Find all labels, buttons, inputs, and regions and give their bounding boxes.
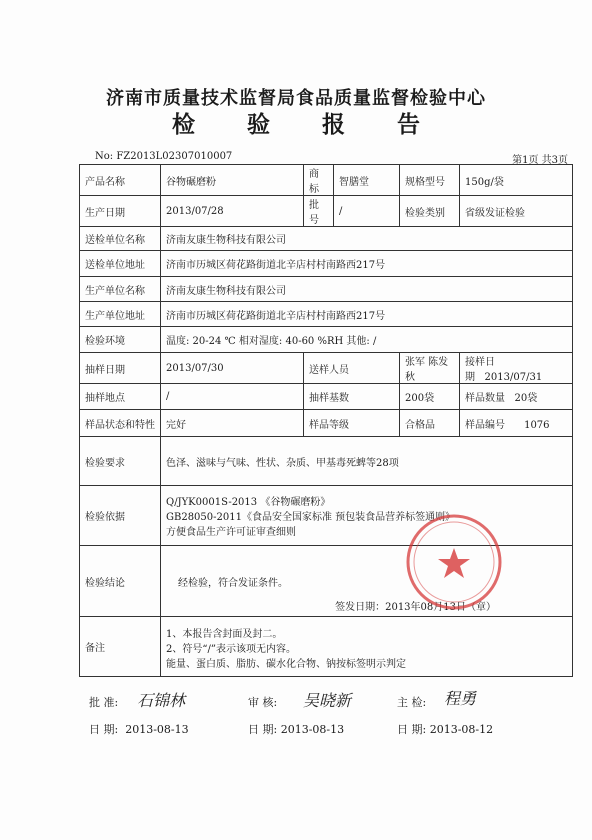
table-row bbox=[80, 353, 573, 384]
table-row bbox=[80, 302, 573, 327]
table-row bbox=[80, 617, 573, 677]
page-info: 第1页 共3页 bbox=[512, 155, 568, 166]
batch-value: / bbox=[334, 196, 400, 227]
report-number bbox=[95, 151, 232, 162]
main-inspector-date-value: 2013-08-12 bbox=[429, 723, 494, 736]
env-label: 检验环境 bbox=[80, 327, 161, 353]
sample-place-value: / bbox=[161, 384, 304, 410]
approve-date bbox=[89, 721, 189, 737]
trademark-label: 商标 bbox=[304, 165, 334, 196]
sample-base-label: 抽样基数 bbox=[304, 384, 400, 410]
approve-label: 批 准: bbox=[89, 696, 119, 709]
requirement-label: 检验要求 bbox=[80, 437, 161, 486]
table-row bbox=[80, 196, 573, 227]
sender-label: 送样人员 bbox=[304, 353, 400, 384]
sample-no-value: 1076 bbox=[524, 419, 550, 431]
remarks-value bbox=[161, 617, 573, 677]
remarks-label: 备注 bbox=[80, 617, 161, 677]
official-seal-icon bbox=[404, 512, 504, 612]
conclusion-label: 检验结论 bbox=[80, 546, 161, 617]
trademark-value: 智膳堂 bbox=[334, 165, 400, 196]
producer-value: 济南友康生物科技有限公司 bbox=[161, 277, 573, 302]
sample-qty-value: 20袋 bbox=[514, 393, 538, 404]
receive-date-value: 2013/07/31 bbox=[484, 372, 543, 383]
submit-unit-value: 济南友康生物科技有限公司 bbox=[161, 227, 573, 251]
batch-label: 批号 bbox=[304, 196, 334, 227]
remarks-line: 1、本报告含封面及封二。 bbox=[166, 628, 283, 640]
basis-line: Q/JYK0001S-2013 《谷物碾磨粉》 bbox=[166, 497, 331, 508]
report-number-value: FZ2013L02307010007 bbox=[116, 151, 233, 162]
producer-addr-value: 济南市历城区荷花路街道北辛店村村南路西217号 bbox=[161, 302, 573, 327]
sample-qty-label: 样品数量 bbox=[465, 393, 505, 404]
insp-type-value: 省级发证检验 bbox=[460, 196, 573, 227]
sample-grade-value: 合格品 bbox=[400, 410, 460, 437]
prod-date-label: 生产日期 bbox=[80, 196, 161, 227]
organization-title: 济南市质量技术监督局食品质量监督检验中心 bbox=[106, 88, 486, 109]
basis-value bbox=[161, 486, 573, 546]
spec-value: 150g/袋 bbox=[460, 165, 573, 196]
review-signature: 吴晓新 bbox=[303, 691, 352, 710]
submit-addr-label: 送检单位地址 bbox=[80, 251, 161, 277]
main-inspector-date-label: 日 期: bbox=[397, 723, 427, 736]
remarks-line: 能量、蛋白质、脂肪、碳水化合物、钠按标签明示判定 bbox=[166, 658, 406, 670]
receive-date-cell bbox=[460, 353, 573, 384]
sample-no-label: 样品编号 bbox=[465, 419, 505, 431]
table-row bbox=[80, 327, 573, 353]
sample-base-value: 200袋 bbox=[400, 384, 460, 410]
approve-signature: 石锦林 bbox=[137, 691, 186, 710]
review-date-value: 2013-08-13 bbox=[280, 723, 345, 736]
report-title: 检 验 报 告 bbox=[171, 111, 443, 138]
submit-addr-value: 济南市历城区荷花路街道北辛店村村南路西217号 bbox=[161, 251, 573, 277]
main-inspector-signature: 程勇 bbox=[444, 689, 477, 708]
conclusion-sign-date: 签发日期：2013年08月13日（章） bbox=[335, 602, 496, 613]
main-inspector-label: 主 检: bbox=[397, 696, 427, 709]
table-row bbox=[80, 277, 573, 302]
spec-label: 规格型号 bbox=[400, 165, 460, 196]
approve-date-label: 日 期: bbox=[89, 723, 119, 736]
product-name-value: 谷物碾磨粉 bbox=[161, 165, 304, 196]
report-number-label: No: bbox=[95, 151, 114, 162]
table-row bbox=[80, 410, 573, 437]
submit-unit-label: 送检单位名称 bbox=[80, 227, 161, 251]
conclusion-value bbox=[161, 546, 573, 617]
remarks-line: 2、符号“/”表示该项无内容。 bbox=[166, 643, 296, 655]
main-inspector-date bbox=[397, 721, 493, 737]
table-row bbox=[80, 165, 573, 196]
requirement-value: 色泽、滋味与气味、性状、杂质、甲基毒死蜱等28项 bbox=[161, 437, 573, 486]
sample-date-value: 2013/07/30 bbox=[161, 353, 304, 384]
producer-label: 生产单位名称 bbox=[80, 277, 161, 302]
sender-value: 张军 陈发秋 bbox=[400, 353, 460, 384]
producer-addr-label: 生产单位地址 bbox=[80, 302, 161, 327]
review-label: 审 核: bbox=[248, 696, 278, 709]
sample-grade-label: 样品等级 bbox=[304, 410, 400, 437]
table-row bbox=[80, 227, 573, 251]
table-row bbox=[80, 251, 573, 277]
sample-state-label: 样品状态和特性 bbox=[80, 410, 161, 437]
sample-no-cell bbox=[460, 410, 573, 437]
approve-date-value: 2013-08-13 bbox=[125, 723, 189, 736]
sample-date-label: 抽样日期 bbox=[80, 353, 161, 384]
sample-state-value: 完好 bbox=[161, 410, 304, 437]
table-row bbox=[80, 437, 573, 486]
sample-qty-cell bbox=[460, 384, 573, 410]
basis-line: 方便食品生产许可证审查细则 bbox=[166, 527, 296, 538]
prod-date-value: 2013/07/28 bbox=[161, 196, 304, 227]
basis-line: GB28050-2011《食品安全国家标准 预包装食品营养标签通则》 bbox=[166, 512, 456, 523]
table-row bbox=[80, 384, 573, 410]
conclusion-text: 经检验，符合发证条件。 bbox=[178, 577, 288, 589]
env-value: 温度: 20-24 ℃ 相对湿度: 40-60 %RH 其他: / bbox=[161, 327, 573, 353]
review-date bbox=[248, 721, 344, 737]
review-date-label: 日 期: bbox=[248, 723, 278, 736]
insp-type-label: 检验类别 bbox=[400, 196, 460, 227]
receive-date-label: 接样日期 bbox=[465, 357, 495, 383]
basis-label: 检验依据 bbox=[80, 486, 161, 546]
product-name-label: 产品名称 bbox=[80, 165, 161, 196]
sample-place-label: 抽样地点 bbox=[80, 384, 161, 410]
